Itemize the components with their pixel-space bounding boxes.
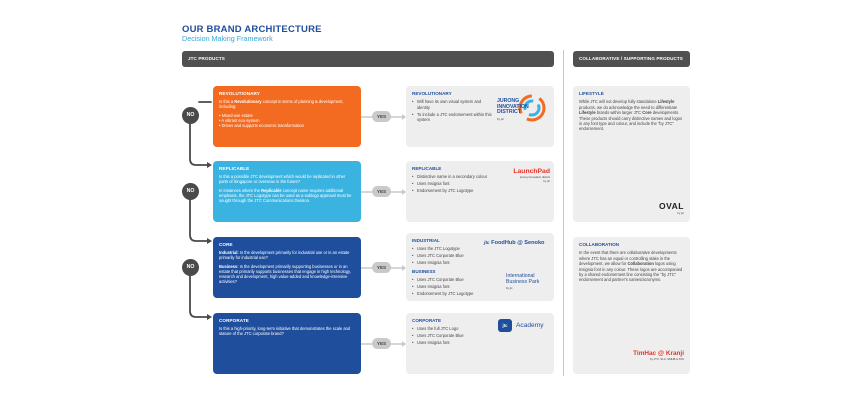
launchpad-tagline: jurong innovation district xyxy=(519,175,550,179)
card-title: REPLICABLE xyxy=(219,166,250,171)
question-card-revolutionary xyxy=(213,86,361,147)
card-body-industrial: Industrial: Is the development primarily for industrial use or in an estate primarily for industrial use? xyxy=(219,250,350,261)
oval-wordmark: OVAL xyxy=(659,201,684,211)
ibp-endorsement: by jtc xyxy=(506,286,513,290)
yes-badge-3: YES xyxy=(372,262,391,273)
connector-no-2 xyxy=(190,199,207,241)
card-title: CORPORATE xyxy=(219,318,249,323)
launchpad-endorsement: by jtc xyxy=(543,179,550,183)
jid-wordmark: JURONG INNOVATION DISTRICT xyxy=(497,98,529,116)
card-title: CORE xyxy=(219,242,233,247)
jtc-products-header: JTC PRODUCTS xyxy=(182,51,554,67)
list-item: • Endorsement by JTC Logotype xyxy=(412,188,492,193)
result-title-industrial: INDUSTRIAL xyxy=(412,238,440,243)
jid-logo xyxy=(497,91,549,127)
list-item: • Uses the JTC Logotype xyxy=(412,246,492,251)
card-body: While JTC will not develop fully standalone Lifestyle products, we do acknowledge the need to differentiate Lifestyle brands within larger JTC Core developments. These products should carry distinctive names and logos in any font type and colour, and include the "by JTC" endorsement. xyxy=(579,99,683,132)
oval-logo xyxy=(650,201,684,215)
connector-no-1 xyxy=(190,123,207,165)
list-item: • Uses Insignia font xyxy=(412,181,492,186)
question-card-core xyxy=(213,237,361,298)
no-badge-3: NO xyxy=(182,259,199,276)
yes-badge-4: YES xyxy=(372,338,391,349)
yes-badge-2: YES xyxy=(372,186,391,197)
card-body: Is this a high-priority, long-term initiative that demonstrates the scale and stature of the JTC corporate brand? xyxy=(219,326,351,337)
list-item: • Uses Insignia font xyxy=(412,340,492,345)
timhac-wordmark: TimHac @ Kranji xyxy=(633,350,684,357)
card-body: In the event that there are collaborative developments where JTC has an equal or controlling stake in the development, we allow for Collaboration logos using Insignia font in any colour. These logos are accompanied by a shared endorsement line consisting the "by JTC" endorsement and partner's names/acronyms. xyxy=(579,250,683,283)
bullet-item: • Drives and supports economic transformation xyxy=(219,123,304,129)
card-body: Is this a Revolutionary concept in terms of planning & development, including: xyxy=(219,99,344,110)
result-title: CORPORATE xyxy=(412,318,442,323)
question-card-replicable xyxy=(213,161,361,222)
no-badge-1: NO xyxy=(182,107,199,124)
launchpad-wordmark: LaunchPad xyxy=(513,168,550,175)
list-item: • Uses the full JTC Logo xyxy=(412,326,492,331)
list-item: • Endorsement by JTC Logotype xyxy=(412,291,496,296)
timhac-logo xyxy=(622,350,684,361)
list-item: • To include a JTC endorsement within this system xyxy=(412,112,494,123)
jid-endorsement: by jtc xyxy=(497,117,505,121)
arrow-head-2 xyxy=(207,238,212,244)
ibp-logo: International Business Park by jtc xyxy=(506,273,550,291)
result-title: REPLICABLE xyxy=(412,166,442,171)
no-badge-2: NO xyxy=(182,183,199,200)
timhac-endorsement: by JTC, SLA, SMHB & STA xyxy=(650,357,684,361)
card-body-note: In instances where the Replicable concept name requires additional emphasis, the JTC Logotype can be used as a sublogo approval must be sought through the JTC Communications Division. xyxy=(219,187,352,204)
question-card-corporate xyxy=(213,313,361,374)
bullet-item: • A vibrant eco-system xyxy=(219,117,260,123)
arrow-head-1 xyxy=(207,162,212,168)
card-body: Is this a possible JTC development which would be replicated in other parts of Singapore or overseas in the future? xyxy=(219,174,346,185)
list-item: • Uses JTC Corporate Blue xyxy=(412,253,492,258)
academy-wordmark: Academy xyxy=(516,322,544,329)
arrow-head-3 xyxy=(207,314,212,320)
list-item: • Distinctive name in a secondary colour xyxy=(412,174,492,179)
page-title: OUR BRAND ARCHITECTURE xyxy=(182,24,322,35)
academy-logo xyxy=(498,319,550,333)
result-title: REVOLUTIONARY xyxy=(412,91,452,96)
jtc-mark-icon: jtc xyxy=(484,241,490,246)
list-item: • Uses JTC Corporate Blue xyxy=(412,333,492,338)
list-item: • Uses Insignia font xyxy=(412,284,496,289)
list-item: • Will have its own visual system and identity xyxy=(412,99,494,110)
list-item: • Uses JTC Corporate Blue xyxy=(412,277,496,282)
connector-no-3 xyxy=(190,275,207,317)
card-title: COLLABORATION xyxy=(579,242,619,247)
card-body-business: Business: Is the development primarily supporting businesses or in an estate that primarily supports businesses that engage in high technology, research and development, high value-added and knowledge-intensive activities? xyxy=(219,263,351,285)
bullet-item: • Mixed-use estate xyxy=(219,112,253,118)
card-title: LIFESTYLE xyxy=(579,91,604,96)
jtc-badge-icon: jtc xyxy=(498,319,512,332)
collaborative-header: COLLABORATIVE / SUPPORTING PRODUCTS xyxy=(573,51,690,67)
card-title: REVOLUTIONARY xyxy=(219,91,260,96)
yes-badge-1: YES xyxy=(372,111,391,122)
result-title-business: BUSINESS xyxy=(412,268,436,274)
page-subtitle: Decision Making Framework xyxy=(182,34,273,43)
foodhub-logo: jtc FoodHub @ Senoko xyxy=(484,240,545,246)
oval-endorsement: by jtc xyxy=(677,211,684,215)
launchpad-logo xyxy=(496,168,550,190)
list-item: • Uses Insignia font xyxy=(412,260,492,265)
